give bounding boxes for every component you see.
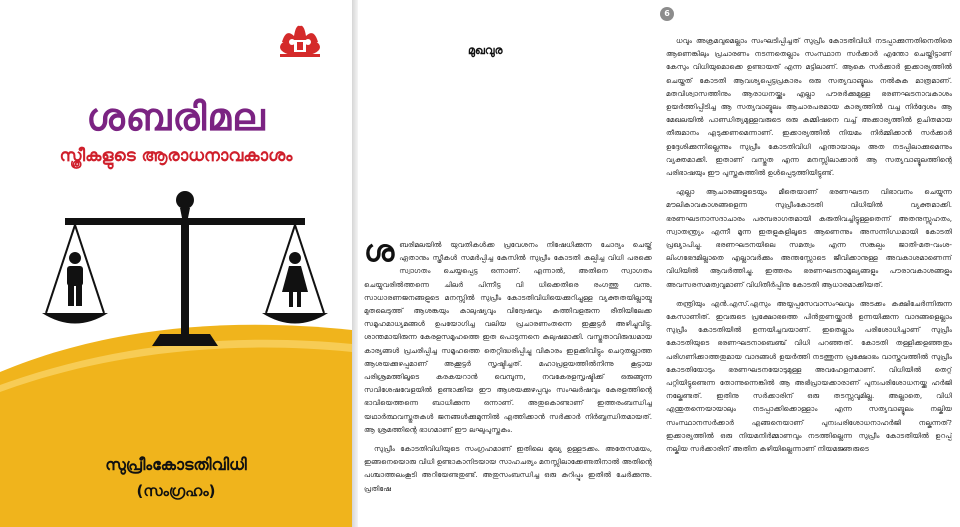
paragraph-text: ബരിമലയിൽ യുവതികൾക്ക പ്രവേശനം നിഷേധിക്കുന്ന ചോദ്യം ചെയ്ത് ഏതാനും സ്ത്രീകൾ സമർപ്പിച്ച കേസിൽ സുപ്രീം കോടതി കല്പിച്ച വിധി പരക്കെ സ്വാഗതം ചെയ്യപ്പെട്ട ഒന്നാണ്. എന്നാൽ, അതിനെ സ്വാഗതം ചെയ്യുവരിൽത്തന്നെ ചിലർ പിന്നീട്ട വി ധിക്കെതിരെ രംഗത്തു വന്നു. സാധാരണജനങ്ങളുടെ മനസ്സിൽ സുപ്രീം കോടതിവിധിയെക്കുറിച്ചുള്ള വ്യക്തതയില്ലായ്മ മുതലെടുത്ത് ആശങ്കയും കാലുഷ്യവും വിദ്വേഷവും കത്തിവളരുന്ന രീതിയിലേക്ക സമൂഹമാധ്യമങ്ങൾ ഉപയോഗിച്ച വലിയ പ്രചാരണംതന്നെ ഇക്കൂട്ടർ അഴിച്ചുവിട്ടു. ശാന്തമായിരുന്ന കേരളസമൂഹത്തെ ഇത പൊടുന്നനെ കലുഷമാക്കി. വസ്തുതാവിരുദ്ധമായ കാര്യങ്ങൾ പ്രചരിപ്പിച്ച സമൂഹത്തെ തെറ്റിദ്ധരിപ്പിച്ചു വികാരം ഇളക്കിവിട്ടും ചെറുതല്ലാത്ത ആശയക്കുഴപ്പമാണ് അക്കൂട്ടർ സൃഷ്ടിച്ചത്. മഹാപ്രളയത്തിൽനിന്നു കൂട്ടായ പരിശ്രമത്തിലൂടെ കരകയറാൻ വെമ്പുന്ന, നവകേരളസൃഷ്ടിക്ക് ഒരുങ്ങുന്ന സവിശേഷവേളയിൽ ഉണ്ടാക്കിയ ഈ ആശയക്കുഴപ്പവും സംഘർഷവും കേരളത്തിന്റെ ഭാവിയെത്തന്നെ ബാധിക്കുന്ന ഒന്നാണ്. അതുകൊണ്ടാണ് ഇത്തരംബന്ധിച്ച യഥാർത്ഥവസ്തുതകൾ ജനങ്ങൾക്കുമുന്നിൽ എത്തിക്കാൻ സർക്കാർ നിർബ്ബന്ധിതമായത്. ആ ശ്രമത്തിന്റെ ഭാഗമാണ് ഈ ലഘുപുസ്തകം. [364, 240, 652, 434]
paragraph: സുപ്രീം കോടതിവിധിയുടെ സംഗ്രഹമാണ് ഇതിലെ മുഖ്യ ഉള്ളടക്കം. അതേസമയം, ഇങ്ങനെയൊരു വിധി ഉണ്ടാകാനിടയായ സാഹചര്യം മനസ്സിലാക്കേണ്ടതിനാൽ അതിന്റെ പശ്ചാത്തലംകൂടി അറിയേണ്ടതുണ്ട്. അതുസംബന്ധിച്ച ഒരു കുറിപ്പും ഇതിൽ ചേർക്കുന്നു. പ്രതിഷേ [364, 444, 652, 493]
right-column [666, 34, 952, 526]
paragraph [364, 238, 652, 436]
male-figure-icon [67, 252, 83, 306]
page-number: 6 [660, 7, 674, 21]
scales-of-justice-icon [40, 178, 330, 353]
cover-court-verdict: സുപ്രീംകോടതിവിധി [105, 455, 247, 474]
paragraph: ധവും അക്രമവുമെല്ലാം സംഘടിപ്പിച്ചത് സുപ്രീം കോടതിവിധി നടപ്പാക്കുന്നതിനെതിരെ ആണെങ്കിലും പ്രചാരണം നടന്നതെല്ലാം സംസ്ഥാന സർക്കാർ എന്തോ ചെയ്തിട്ടാണ് കേസും വിധിയുമൊക്കെ ഉണ്ടായത് എന്ന മട്ടിലാണ്. ആകെ സർക്കാർ ഇക്കാര്യത്തിൽ ചെയ്തത് കോടതി ആവശ്യപ്പെട്ടപ്രകാരം ഒരു സത്യവാങ്മൂലം നൽകുക മാത്രമാണ്. മതവിശ്വാസത്തിനും ആരാധനയ്ക്കും എല്ലാ പൗരർക്കുമുള്ള ഭരണഘടനാവകാശം ഉയർത്തിപ്പിടിച്ച ആ സത്യവാങ്മൂലം ആചാരപരമായ കാര്യത്തിൽ വച്ച നിർദ്ദേശം ആ മേഖലയിൽ പാണ്ഡിത്യമുള്ളവരുടെ ഒരു കമ്മിഷനെ വച്ച് അക്കാര്യത്തിൽ ഉചിതമായ തീരുമാനം എടുക്കണമെന്നാണ്. ഇക്കാര്യത്തിൽ നിയമം നിർമ്മിക്കാൻ സർക്കാർ ഉദ്ദേശിക്കുന്നില്ലെന്നും സുപ്രീം കോടതിവിധി എന്തായാലും അത നടപ്പിലാക്കുമെന്നും വ്യക്തമാക്കി. ഇതാണ് വസ്തുത എന്ന മനസ്സിലാക്കാൻ ആ സത്യവാങ്മൂലത്തിന്റെ പരിഭാഷയും ഈ പുസ്തകത്തിൽ ഉൾപ്പെടുത്തിയിട്ടുണ്ട്. [666, 36, 952, 178]
kerala-emblem-icon [272, 20, 328, 60]
text-page [358, 0, 960, 527]
female-figure-icon [282, 252, 308, 307]
paragraph: തന്ത്രിയും എൻ.എസ്.എസും അയ്യപ്പസേവാസംഘവും അടക്കം കക്ഷിചേർന്നിരുന്ന കേസാണിത്. ഇവരുടെ പ്രക്ഷോഭത്തെ പിൻതുണയ്ക്കാൻ ഉന്നയിക്കുന്ന വാദങ്ങളെല്ലാം സുപ്രീം കോടതിയിൽ ഉന്നയിച്ചവയാണ്. ഇതെല്ലാം പരിശോധിച്ചാണ് സുപ്രീം കോടതിയുടെ ഭരണഘടനാബെഞ്ച് വിധി പറഞ്ഞത്. കോടതി തള്ളിക്കളഞ്ഞതും പരിഗണിക്കാത്തതുമായ വാദങ്ങൾ ഉയർത്തി നടത്തുന്ന പ്രക്ഷോഭം വാസ്തവത്തിൽ സുപ്രീം കോടതിയോടും ഭരണഘടനയോടുമുള്ള അവഹേളനമാണ്. വിധിയിൽ തെറ്റ് പറ്റിയിട്ടുണ്ടെന്ന തോന്നുന്നെങ്കിൽ ആ അഭിപ്രായക്കാരാണ് പുനഃപരിശോധനയ്ക്ക ഹർജി നല്കേണ്ടത്. ഇതിനു സർക്കാരിന് ഒരു തടസ്സവുമില്ല. അല്ലാതെ, വിധി എന്തുതന്നെയായാലും നടപ്പാക്കിക്കൊള്ളാം എന്ന സത്യവാങ്മൂലം നല്കിയ സംസ്ഥാനസർക്കാർ എങ്ങനെയാണ് പുനഃപരിശോധനാഹർജി നല്കുന്നത്? ഇക്കാര്യത്തിൽ ഒരു നിയമനിർമ്മാണവും നടത്തില്ലെന്ന സുപ്രീം കോടതിയിൽ ഉറപ്പ് നല്കിയ സർക്കാരിന് അതിന കഴിയില്ലെന്നാണ് നിയമജ്ഞരുടെ [666, 298, 952, 454]
dropcap: ശ [364, 238, 395, 269]
left-column [364, 238, 652, 524]
paragraph: എല്ലാ ആചാരങ്ങളുടെയും മീതെയാണ് ഭരണഘടന വിഭാവനം ചെയ്യുന്ന മൗലികാവകാശങ്ങളെന്ന സുപ്രീംകോടതി വിധിയിൽ വ്യക്തമാക്കി. ഭരണഘടനാസദാചാരം പരമ്പരാഗതമായി കരുതിവച്ചിട്ടുള്ളതെന്ന് അതനുസ്സുഹതം, സ്വാതന്ത്ര്യം എന്നീ മൂന്ന ഇതളുകളിലൂടെ ആണെന്നും അസന്നിഗ്ധമായി കോടതി പ്രഖ്യാപിച്ചു. ഭരണഘടനയിലെ സമത്വം എന്ന സങ്കല്പം ജാതി-മത-വംശ-ലിംഗഭേദമില്ലാതെ എല്ലാവർക്കും അന്തസ്സോടെ ജീവിക്കാനുള്ള അവകാശമാണെന്ന് വിധിയിൽ ആവർത്തിച്ചു. ഇത്തരം ഭരണഘടനാമൂല്യങ്ങളും പൗരാവകാശങ്ങളും അവസരസമത്വവുമാണ് വിധിതീർപ്പിനു കോടതി ആധാരമാക്കിയത്. [666, 187, 952, 289]
cover-title: ശബരിമല [86, 95, 266, 139]
cover-subtitle: സ്ത്രീകളുടെ ആരാധനാവകാശം [59, 146, 293, 166]
preface-heading: മുഖവുര [468, 44, 503, 57]
cover-compilation: (സംഗ്രഹം) [136, 482, 216, 500]
book-cover [0, 0, 352, 527]
